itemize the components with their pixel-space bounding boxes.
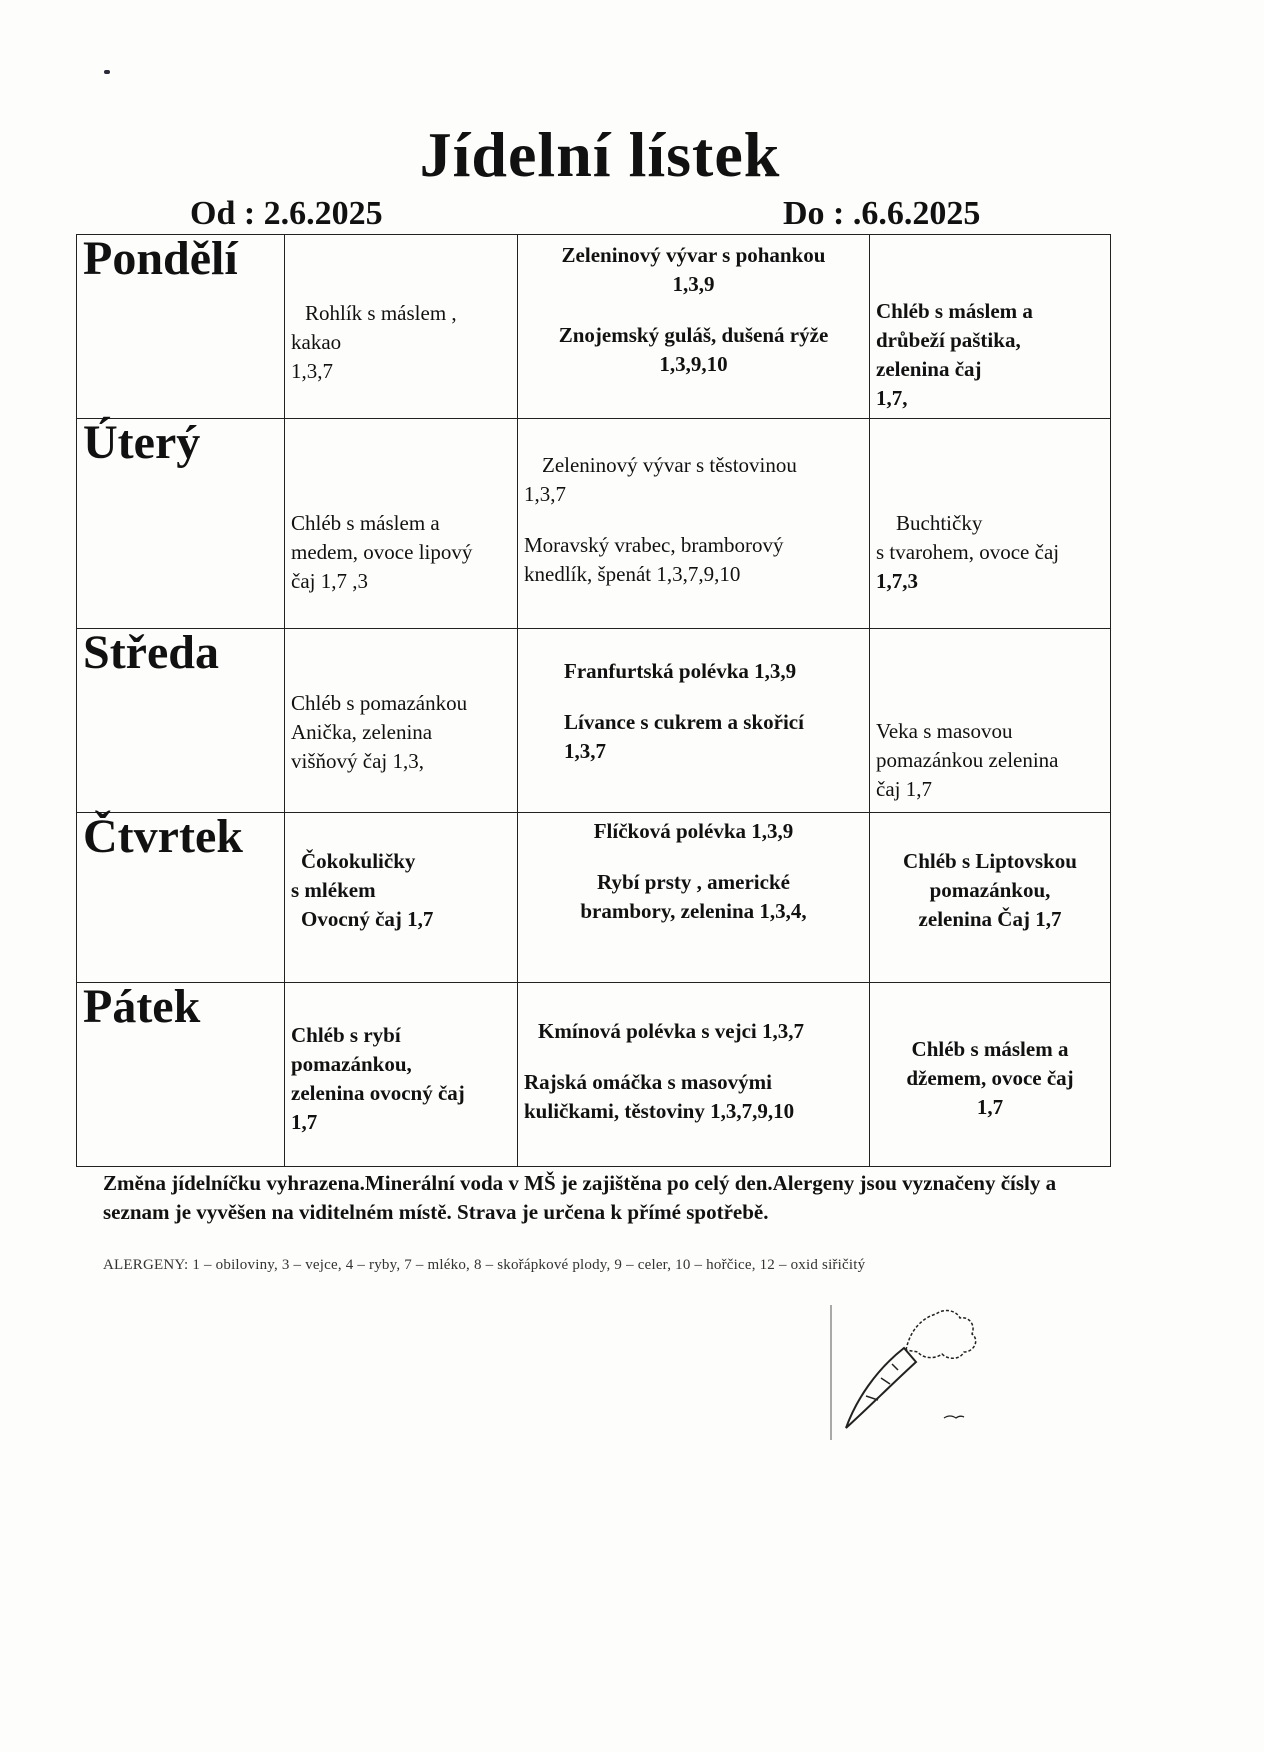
main-line: knedlík, špenát 1,3,7,9,10 [524,562,741,586]
meal-line: višňový čaj 1,3, [291,749,424,773]
meal-line: s mlékem [291,878,376,902]
meal-line: čaj 1,7 ,3 [291,569,368,593]
snack-cell [870,813,1111,983]
meal-line: džemem, ovoce čaj [906,1066,1074,1090]
meal-line: medem, ovoce lipový [291,540,473,564]
meal-line: Chléb s máslem a [911,1037,1069,1061]
meal-line: pomazánkou zelenina [876,748,1059,772]
meal-line: 1,7, [876,386,908,410]
day-name: Čtvrtek [77,813,285,983]
menu-table [76,234,1111,1167]
lunch-cell [518,629,870,813]
soup-line: Franfurtská polévka 1,3,9 [564,659,797,683]
day-row [77,983,1111,1167]
soup-line: Kmínová polévka s vejci 1,3,7 [538,1019,804,1043]
soup-line: Zeleninový vývar s těstovinou [542,453,797,477]
meal-line: zelenina čaj [876,357,982,381]
meal-line: Anička, zelenina [291,720,433,744]
meal-line: 1,7 [976,1095,1004,1119]
lunch-cell [518,419,870,629]
main-line: Rybí prsty , americké [597,870,790,894]
meal-line: zelenina Čaj 1,7 [918,907,1062,931]
main-line: kuličkami, těstoviny 1,3,7,9,10 [524,1099,795,1123]
day-row [77,419,1111,629]
meal-line: 1,7 [291,1110,318,1134]
snack-cell [870,419,1111,629]
soup-line: 1,3,7 [524,482,566,506]
meal-line: Chléb s Liptovskou [903,849,1077,873]
main-line: Lívance s cukrem a skořicí [564,710,804,734]
snack-cell [870,983,1111,1167]
meal-line: zelenina ovocný čaj [291,1081,465,1105]
day-row [77,629,1111,813]
day-row [77,235,1111,419]
meal-line: 1,3,7 [291,359,333,383]
main-line: 1,3,7 [564,739,606,763]
day-name: Úterý [77,419,285,629]
breakfast-cell [285,983,518,1167]
ink-speck [104,70,110,74]
soup-line: 1,3,9 [672,272,715,296]
snack-cell [870,629,1111,813]
meal-line: Veka s masovou [876,719,1013,743]
meal-line: Čokokuličky [301,849,416,873]
lunch-cell [518,235,870,419]
meal-line: pomazánkou, [929,878,1051,902]
snack-cell [870,235,1111,419]
meal-line: Buchtičky [896,511,983,535]
meal-line: Rohlík s máslem , [305,301,457,325]
meal-line: Chléb s máslem a [291,511,440,535]
meal-line: 1,7,3 [876,569,918,593]
meal-line: pomazánkou, [291,1052,412,1076]
meal-line: Ovocný čaj 1,7 [301,907,434,931]
carrot-icon [826,1300,986,1440]
allergen-legend: ALERGENY: 1 – obiloviny, 3 – vejce, 4 – ryby, 7 – mléko, 8 – skořápkové plody, 9 – celer, 10 – hořčice, 12 – oxid siřičitý [103,1257,866,1273]
date-from: Od : 2.6.2025 [190,195,383,232]
footer-note: Změna jídelníčku vyhrazena.Minerální voda v MŠ je zajištěna po celý den.Alergeny jsou vyznačeny čísly a seznam je vyvěšen na viditelném místě. Strava je určena k přímé spotřebě. [103,1171,1057,1224]
main-line: Moravský vrabec, bramborový [524,533,784,557]
soup-line: Zeleninový vývar s pohankou [561,243,826,267]
day-name: Pondělí [77,235,285,419]
day-name: Pátek [77,983,285,1167]
breakfast-cell [285,419,518,629]
breakfast-cell [285,813,518,983]
meal-line: Chléb s máslem a [876,299,1033,323]
meal-line: Chléb s rybí [291,1023,401,1047]
meal-line: s tvarohem, ovoce čaj [876,540,1060,564]
lunch-cell [518,813,870,983]
date-to: Do : .6.6.2025 [783,195,981,232]
meal-line: Chléb s pomazánkou [291,691,468,715]
breakfast-cell [285,235,518,419]
main-line: 1,3,9,10 [659,352,728,376]
meal-line: drůbeží paštika, [876,328,1021,352]
day-name: Středa [77,629,285,813]
breakfast-cell [285,629,518,813]
main-line: Rajská omáčka s masovými [524,1070,772,1094]
main-line: brambory, zelenina 1,3,4, [580,899,807,923]
lunch-cell [518,983,870,1167]
meal-line: kakao [291,330,342,354]
page-title: Jídelní lístek [419,119,781,190]
soup-line: Flíčková polévka 1,3,9 [593,819,794,843]
meal-line: čaj 1,7 [876,777,932,801]
day-row [77,813,1111,983]
main-line: Znojemský guláš, dušená rýže [558,323,829,347]
